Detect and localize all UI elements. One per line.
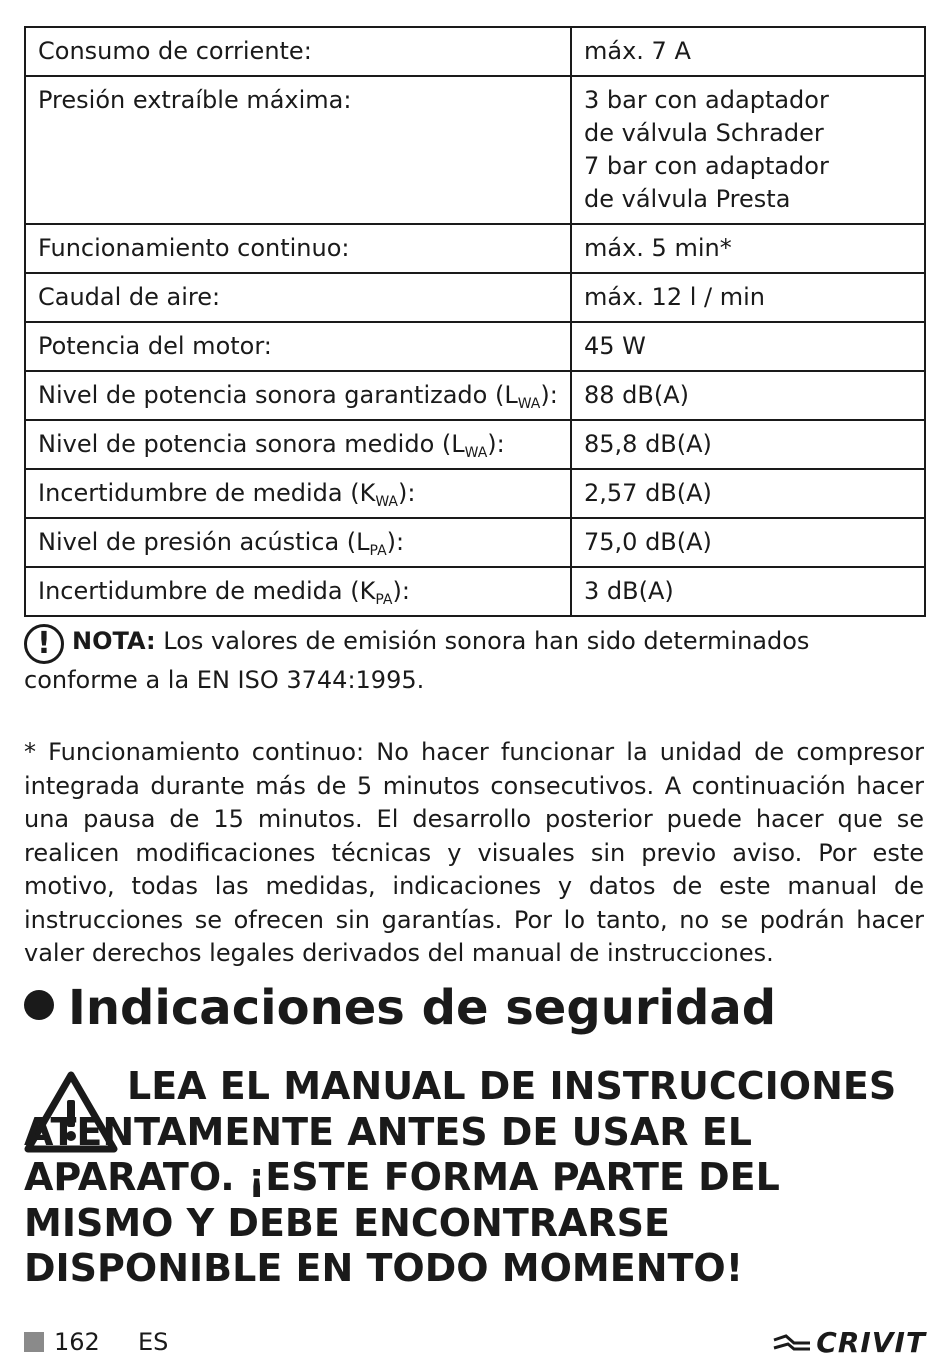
- note-paragraph: [24, 624, 924, 697]
- exclamation-circle-icon: !: [24, 624, 64, 664]
- spec-label: [25, 469, 571, 518]
- language-code: ES: [138, 1328, 169, 1356]
- spec-label: Consumo de corriente:: [25, 27, 571, 76]
- spec-value: 45 W: [571, 322, 925, 371]
- brand-logo: [772, 1325, 926, 1359]
- spec-label-text: Nivel de presión acústica (L: [38, 528, 370, 556]
- bullet-icon: [24, 990, 54, 1020]
- spec-row: [25, 322, 925, 371]
- spec-label-subscript: WA: [517, 396, 541, 412]
- footer-marker: [24, 1332, 44, 1352]
- spec-label-subscript: WA: [375, 494, 398, 510]
- specs-table: [24, 26, 926, 617]
- spec-value: máx. 7 A: [571, 27, 925, 76]
- spec-label: Presión extraíble máxima:: [25, 76, 571, 224]
- spec-label: Funcionamiento continuo:: [25, 224, 571, 273]
- spec-label-suffix: ):: [386, 528, 405, 556]
- warning-text: LEA EL MANUAL DE INSTRUCCIONES ATENTAMENTE ANTES DE USAR EL APARATO. ¡ESTE FORMA PARTE DEL MISMO Y DEBE ENCONTRARSE DISPONIBLE EN TODO MOMENTO!: [24, 1064, 897, 1290]
- spec-row: [25, 518, 925, 567]
- spec-label: [25, 371, 571, 420]
- section-title: Indicaciones de seguridad: [68, 980, 777, 1036]
- spec-label-suffix: ):: [398, 479, 416, 507]
- note-label: NOTA:: [72, 627, 156, 655]
- spec-label-suffix: ):: [540, 381, 558, 409]
- spec-label-suffix: ):: [487, 430, 505, 458]
- spec-value: 2,57 dB(A): [571, 469, 925, 518]
- note-text: Los valores de emisión sonora han sido determinados conforme a la EN ISO 3744:1995.: [24, 627, 810, 694]
- spec-row: [25, 273, 925, 322]
- spec-label: Potencia del motor:: [25, 322, 571, 371]
- page-number: 162: [54, 1328, 100, 1356]
- spec-label: [25, 420, 571, 469]
- spec-label-subscript: WA: [464, 445, 488, 461]
- footnote-text: * Funcionamiento continuo: No hacer funcionar la unidad de compresor integrada durante más de 5 minutos consecutivos. A continuación hacer una pausa de 15 minutos. El desarrollo posterior puede hacer que se realicen modificaciones técnicas y visuales sin previo aviso. Por este motivo, todas las medidas, indicaciones y datos de este manual de instrucciones se ofrecen sin garantías. Por lo tanto, no se podrán hacer valer derechos legales derivados del manual de instrucciones.: [24, 738, 924, 967]
- spec-label-text: Incertidumbre de medida (K: [38, 577, 376, 605]
- spec-value: 75,0 dB(A): [571, 518, 925, 567]
- spec-label-subscript: PA: [375, 592, 393, 608]
- spec-value: 3 bar con adaptador de válvula Schrader 7 bar con adaptador de válvula Presta: [571, 76, 925, 224]
- spec-label-text: Incertidumbre de medida (K: [38, 479, 376, 507]
- spec-value: 85,8 dB(A): [571, 420, 925, 469]
- spec-label: [25, 518, 571, 567]
- spec-label-subscript: PA: [369, 543, 387, 559]
- spec-row: [25, 469, 925, 518]
- spec-label-text: Nivel de potencia sonora garantizado (L: [38, 381, 518, 409]
- spec-row: [25, 567, 925, 616]
- spec-value: máx. 5 min*: [571, 224, 925, 273]
- spec-label-suffix: ):: [392, 577, 410, 605]
- spec-row: [25, 27, 925, 76]
- section-heading: [24, 978, 776, 1038]
- spec-label: Caudal de aire:: [25, 273, 571, 322]
- spec-row: [25, 224, 925, 273]
- spec-value: 88 dB(A): [571, 371, 925, 420]
- spec-value: 3 dB(A): [571, 567, 925, 616]
- spec-row: [25, 76, 925, 224]
- brand-mark-icon: [772, 1331, 812, 1353]
- spec-row: [25, 420, 925, 469]
- spec-row: [25, 371, 925, 420]
- specs-table-body: [25, 27, 925, 616]
- spec-value: máx. 12 l / min: [571, 273, 925, 322]
- brand-name: CRIVIT: [816, 1325, 926, 1359]
- spec-label: [25, 567, 571, 616]
- spec-label-text: Nivel de potencia sonora medido (L: [38, 430, 465, 458]
